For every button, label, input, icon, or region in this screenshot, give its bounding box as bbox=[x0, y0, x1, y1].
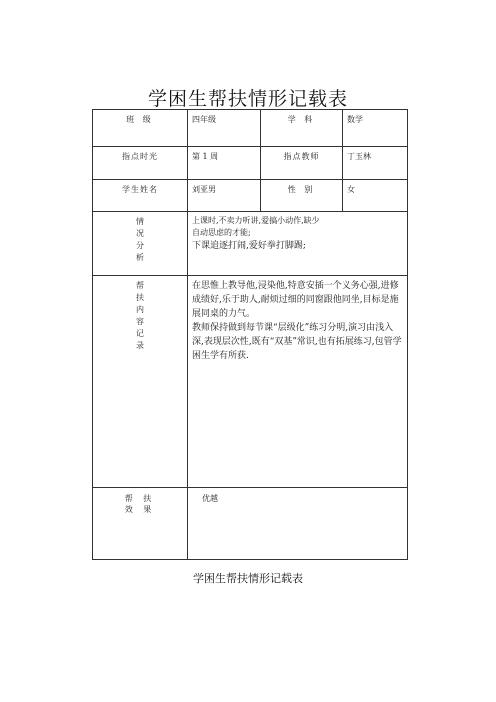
effect-row bbox=[93, 488, 408, 560]
situation-char: 况 bbox=[136, 229, 144, 238]
help-paragraph: 在思惟上教导他,浸染他,特意安插一个义务心强,进修成绩好,乐于助人,耐烦过细的同窗跟他同坐,目标是施展同桌的力气。 bbox=[192, 281, 399, 319]
help-char: 记 bbox=[136, 329, 144, 338]
situation-line: 上课时,不卖力听讲,爱搞小动作,缺少 bbox=[192, 216, 320, 225]
help-row bbox=[93, 276, 408, 488]
page-title: 学困生帮扶情形记载表 bbox=[147, 88, 348, 110]
student-row bbox=[93, 180, 408, 212]
situation-row bbox=[93, 212, 408, 276]
situation-char: 分 bbox=[136, 241, 144, 250]
class-value: 四年级 bbox=[188, 110, 261, 147]
teacher-value: 丁玉林 bbox=[343, 147, 408, 180]
help-label bbox=[93, 276, 188, 488]
class-label: 班 级 bbox=[93, 110, 188, 147]
help-char: 帮 bbox=[136, 281, 144, 290]
effect-label-line: 帮 扶 bbox=[124, 494, 156, 503]
situation-label bbox=[93, 212, 188, 276]
time-row bbox=[93, 147, 408, 180]
effect-label-line: 效 果 bbox=[124, 505, 156, 514]
gender-value: 女 bbox=[343, 180, 408, 212]
time-label: 指点时光 bbox=[93, 147, 188, 180]
situation-line: 下课追逐打闹,爱好拳打脚踢; bbox=[192, 241, 306, 251]
class-row bbox=[93, 110, 408, 147]
help-char: 扶 bbox=[136, 293, 144, 302]
situation-char: 析 bbox=[136, 253, 144, 262]
situation-line: 自动思虑的才能; bbox=[192, 228, 251, 237]
help-content bbox=[188, 276, 408, 488]
record-table bbox=[92, 109, 408, 560]
student-label: 学生姓名 bbox=[93, 180, 188, 212]
time-value: 第 1 周 bbox=[188, 147, 261, 180]
teacher-label: 指点教师 bbox=[261, 147, 343, 180]
situation-content bbox=[188, 212, 408, 276]
effect-label bbox=[93, 488, 188, 560]
gender-label: 性 别 bbox=[261, 180, 343, 212]
subject-value: 数学 bbox=[343, 110, 408, 147]
situation-char: 情 bbox=[136, 217, 144, 226]
subject-label: 学 科 bbox=[261, 110, 343, 147]
help-char: 容 bbox=[136, 317, 144, 326]
table-caption: 学困生帮扶情形记载表 bbox=[193, 572, 303, 585]
student-value: 刘亚男 bbox=[188, 180, 261, 212]
effect-value: 优越 bbox=[188, 488, 408, 560]
help-char: 录 bbox=[136, 341, 144, 350]
help-char: 内 bbox=[136, 305, 144, 314]
help-paragraph: 教师保持做到每节课“层级化”练习分明,演习由浅入深,表现层次性,既有“双基”常识,也有拓展练习,包管学困生学有所获. bbox=[192, 323, 402, 361]
